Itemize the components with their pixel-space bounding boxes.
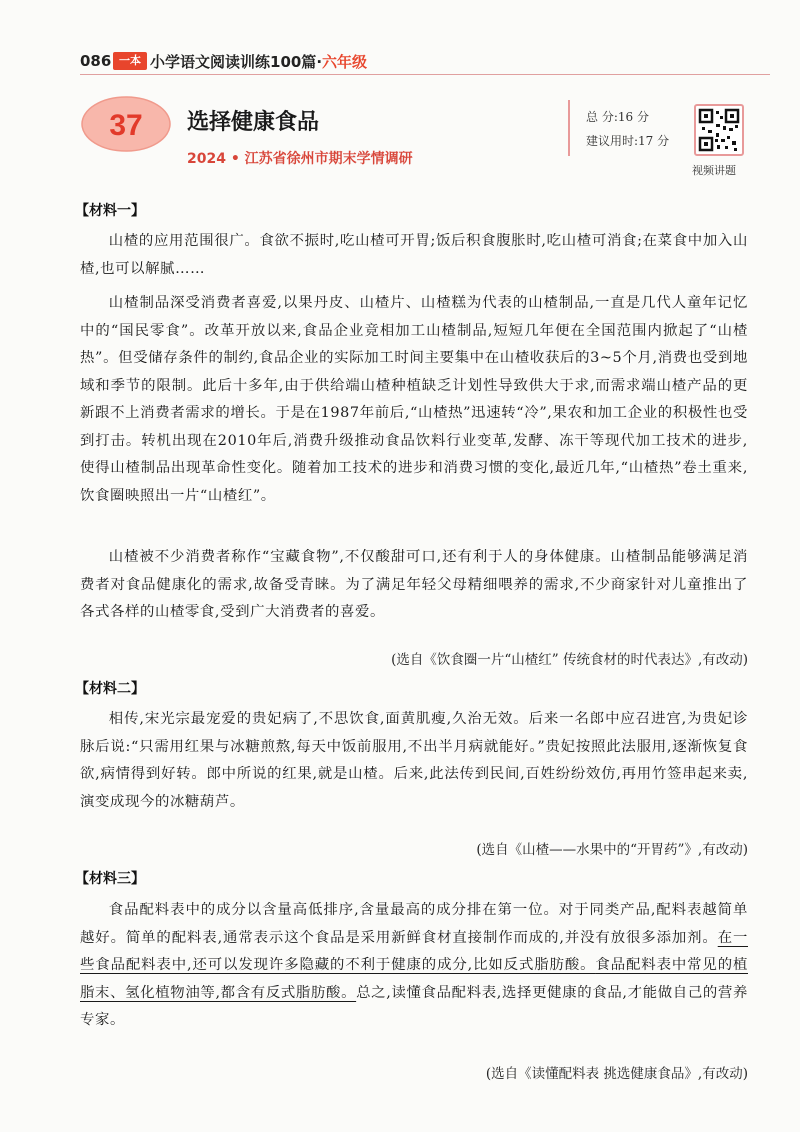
suggested-time: 建议用时:17 分 — [586, 134, 670, 148]
material-1-paragraph-3: 山楂被不少消费者称作“宝藏食物”,不仅酸甜可口,还有利于人的身体健康。山楂制品能够满足消费者对食品健康化的需求,故备受青睐。为了满足年轻父母精细喂养的需求,不少商家针对儿童推出了各式各样的山楂零食,受到广大消费者的喜爱。 — [80, 549, 748, 620]
series-title: 小学语文阅读训练100篇·六年级 — [150, 53, 368, 71]
series-grade: 六年级 — [322, 53, 368, 71]
material-1-paragraph-2: 山楂制品深受消费者喜爱,以果丹皮、山楂片、山楂糕为代表的山楂制品,一直是几代人童年记忆中的“国民零食”。改革开放以来,食品企业竞相加工山楂制品,短短几年便在全国范围内掀起了“山楂热”。但受储存条件的制约,食品企业的实际加工时间主要集中在山楂收获后的3~5个月,消费也受到地域和季节的限制。此后十多年,由于供给端山楂种植缺乏计划性导致供大于求,而需求端山楂产品的更新跟不上消费者需求的增长。于是在1987年前后,“山楂热”迅速转“冷”,果农和加工企业的积极性也受到打击。转机出现在2010年后,消费升级推动食品饮料行业变革,发酵、冻干等现代加工技术的进步,使得山楂制品出现革命性变化。随着加工技术的进步和消费习惯的变化,最近几年,“山楂热”卷土重来,饮食圈映照出一片“山楂红”。 — [80, 295, 748, 504]
lesson-number-badge — [80, 95, 172, 153]
material-1-source: (选自《饮食圈一片“山楂红” 传统食材的时代表达》,有改动) — [391, 652, 748, 668]
material-2-heading: 【材料二】 — [75, 681, 145, 697]
lesson-number: 37 — [109, 109, 143, 142]
qr-code-icon[interactable] — [694, 104, 744, 156]
underlined-sentence-1: 在一些食品配料表中,还可以发现许多隐藏的不利于健康的成分,比如反式脂肪酸。 — [80, 929, 748, 973]
lesson-source: 2024 • 江苏省徐州市期末学情调研 — [187, 151, 413, 167]
material-1-heading: 【材料一】 — [75, 203, 145, 219]
material-1-paragraph-1: 山楂的应用范围很广。食欲不振时,吃山楂可开胃;饭后积食腹胀时,吃山楂可消食;在菜食中加入山楂,也可以解腻…… — [80, 233, 748, 277]
page-number: 086 — [80, 52, 112, 70]
brand-badge: 一本 — [113, 52, 147, 70]
header-divider — [80, 74, 770, 75]
material-3-source: (选自《读懂配料表 挑选健康食品》,有改动) — [485, 1066, 748, 1082]
qr-label: 视频讲题 — [692, 164, 736, 177]
page-header — [80, 50, 770, 74]
underlined-sentence-2: 食品配料表中常见的植脂末、氢化植物油等,都含有反式脂肪酸。 — [80, 957, 748, 1001]
material-3-paragraph-1: 食品配料表中的成分以含量高低排序,含量最高的成分排在第一位。对于同类产品,配料表越简单越好。简单的配料表,通常表示这个食品是采用新鲜食材直接制作而成的,并没有放很多添加剂。在一些食品配料表中,还可以发现许多隐藏的不利于健康的成分,比如反式脂肪酸。食品配料表中常见的植脂末、氢化植物油等,都含有反式脂肪酸。总之,读懂食品配料表,选择更健康的食品,才能做自己的营养专家。 — [80, 902, 748, 1028]
lesson-title: 选择健康食品 — [187, 110, 320, 135]
material-3-heading: 【材料三】 — [75, 871, 145, 887]
total-score: 总 分:16 分 — [586, 110, 649, 124]
score-box — [568, 100, 692, 156]
material-2-source: (选自《山楂——水果中的“开胃药”》,有改动) — [476, 842, 748, 858]
material-2-paragraph-1: 相传,宋光宗最宠爱的贵妃病了,不思饮食,面黄肌瘦,久治无效。后来一名郎中应召进宫,为贵妃诊脉后说:“只需用红果与冰糖煎熬,每天中饭前服用,不出半月病就能好。”贵妃按照此法服用,逐渐恢复食欲,病情得到好转。郎中所说的红果,就是山楂。后来,此法传到民间,百姓纷纷效仿,再用竹签串起来卖,演变成现今的冰糖葫芦。 — [80, 711, 748, 810]
